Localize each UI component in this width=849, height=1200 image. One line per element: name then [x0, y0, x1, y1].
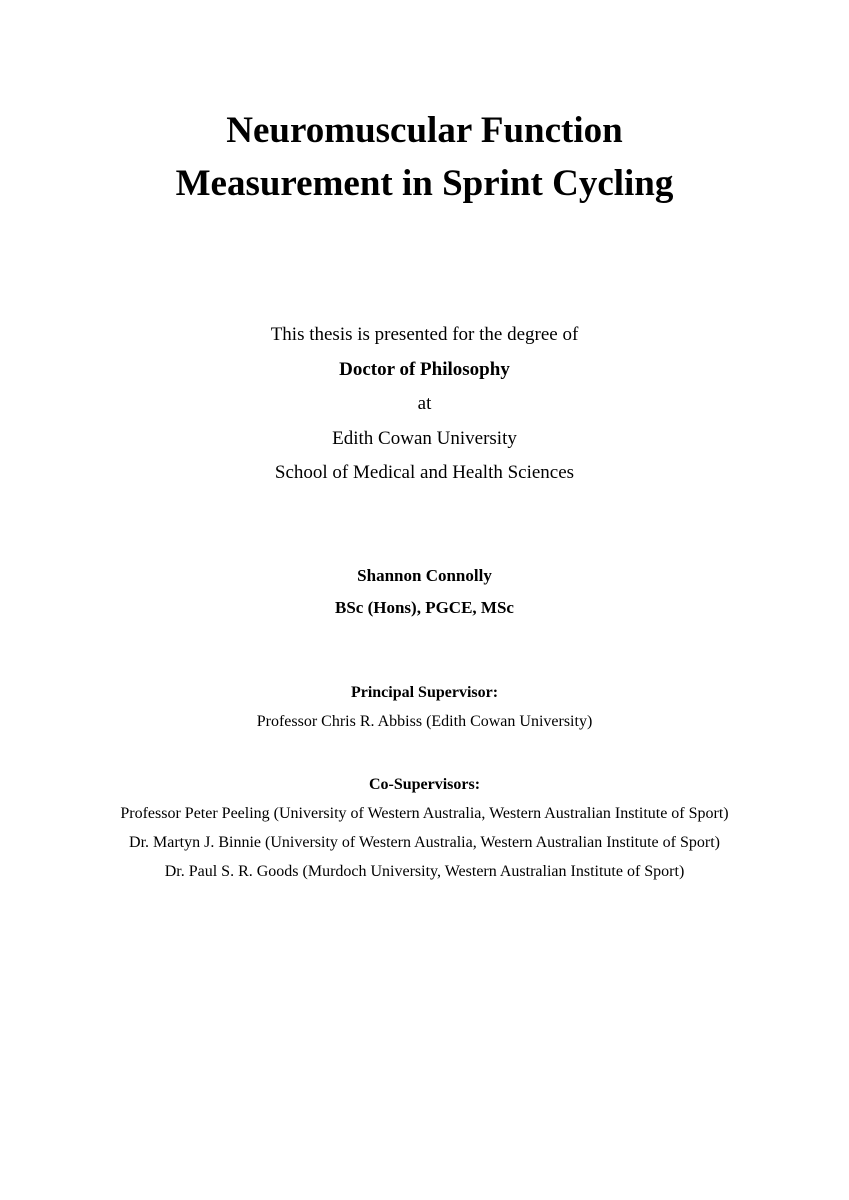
co-supervisor-3: Dr. Paul S. R. Goods (Murdoch University, Western Australian Institute of Sport): [164, 863, 685, 880]
principal-supervisor-block: [0, 678, 849, 736]
university-name: Edith Cowan University: [332, 427, 517, 449]
degree-at: at: [417, 393, 432, 414]
co-supervisors-block: [0, 770, 849, 886]
co-supervisor-1: Professor Peter Peeling (University of Western Australia, Western Australian Institute of Sport): [120, 805, 729, 822]
thesis-title: [0, 104, 849, 210]
co-supervisors-heading: Co-Supervisors:: [368, 776, 481, 793]
degree-statement: [0, 318, 849, 491]
thesis-title-line-2: Measurement in Sprint Cycling: [175, 163, 674, 204]
co-supervisor-2: Dr. Martyn J. Binnie (University of Western Australia, Western Australian Institute of Sport): [129, 834, 720, 851]
author-block: [0, 560, 849, 624]
thesis-title-line-1: Neuromuscular Function: [226, 110, 623, 151]
author-qualifications: BSc (Hons), PGCE, MSc: [335, 598, 514, 617]
principal-supervisor-name: Professor Chris R. Abbiss (Edith Cowan University): [256, 713, 593, 730]
school-name: School of Medical and Health Sciences: [274, 462, 575, 483]
degree-intro: This thesis is presented for the degree of: [270, 324, 579, 345]
degree-name: Doctor of Philosophy: [339, 358, 510, 380]
principal-supervisor-heading: Principal Supervisor:: [350, 684, 499, 701]
author-name: Shannon Connolly: [357, 566, 492, 585]
